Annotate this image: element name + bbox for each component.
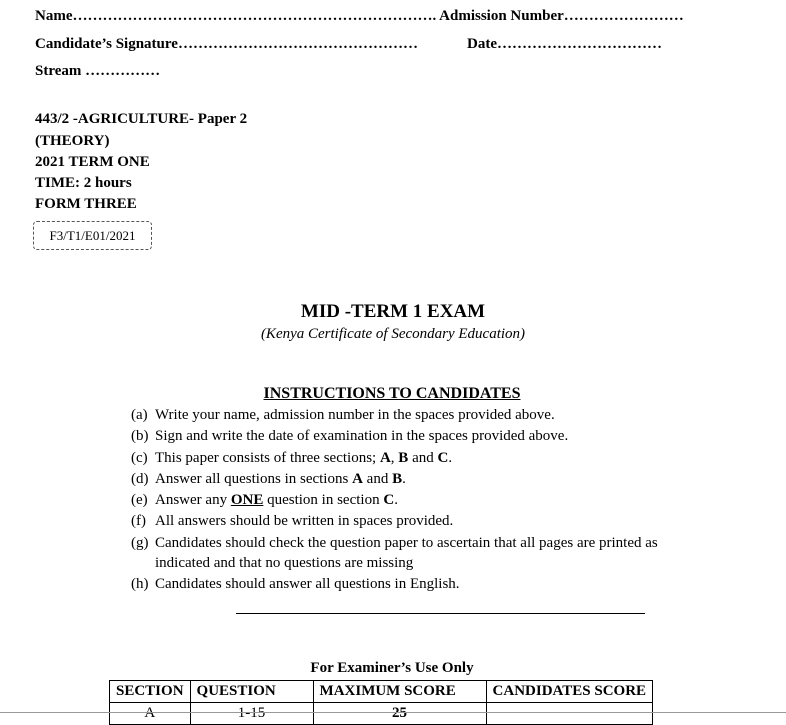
- instruction-sep: and: [362, 471, 393, 487]
- instruction-text: Candidates should answer all questions in English.: [155, 576, 460, 592]
- exam-title: MID -TERM 1 EXAM: [300, 301, 486, 322]
- instruction-text: All answers should be written in spaces provided.: [155, 513, 454, 529]
- instruction-end: .: [394, 492, 398, 508]
- table-cell: 25: [313, 703, 486, 725]
- instruction-sep: ,: [390, 450, 399, 466]
- paper-code: 443/2 -AGRICULTURE- Paper 2: [35, 111, 248, 127]
- table-cell: A: [110, 703, 191, 725]
- instruction-label: (f): [131, 513, 146, 529]
- instruction-label: (a): [131, 407, 148, 423]
- instruction-label: (c): [131, 450, 148, 466]
- instruction-end: .: [402, 471, 406, 487]
- column-header: SECTION: [110, 681, 191, 703]
- instruction-label: (h): [131, 576, 149, 592]
- section-a-ref: A: [379, 450, 391, 466]
- page-edge: [0, 712, 786, 713]
- instruction-label: (b): [131, 428, 149, 444]
- column-header: QUESTION: [190, 681, 313, 703]
- paper-time: TIME: 2 hours: [35, 175, 132, 191]
- instruction-label: (e): [131, 492, 148, 508]
- instruction-end: .: [448, 450, 453, 466]
- column-header: MAXIMUM SCORE: [313, 681, 486, 703]
- instruction-text: Answer all questions in sections: [155, 471, 353, 487]
- instruction-text: Write your name, admission number in the spaces provided above.: [155, 407, 555, 423]
- examiner-score-table: [109, 680, 653, 725]
- table-cell[interactable]: [486, 703, 653, 725]
- instruction-label: (g): [131, 535, 149, 551]
- instruction-item: [131, 407, 555, 424]
- instruction-label: (d): [131, 471, 149, 487]
- instruction-text: This paper consists of three sections;: [155, 450, 380, 466]
- instruction-item: [131, 471, 406, 488]
- instruction-continuation: [131, 555, 413, 572]
- instruction-text: Candidates should check the question paper to ascertain that all pages are printed as: [155, 535, 658, 551]
- stream-field: Stream ……………: [35, 63, 161, 79]
- instruction-text: Answer any: [155, 492, 231, 508]
- exam-subtitle: [0, 326, 786, 343]
- table-header-row: [110, 681, 653, 703]
- instruction-item: [131, 450, 452, 467]
- instruction-item: [131, 428, 568, 445]
- instruction-sep: question in section: [263, 492, 384, 508]
- exam-subtitle-text: (Kenya Certificate of Secondary Education): [260, 326, 526, 342]
- section-b-ref: B: [392, 471, 403, 487]
- instruction-text: Sign and write the date of examination in the spaces provided above.: [155, 428, 569, 444]
- table-cell: 1-15: [190, 703, 313, 725]
- instruction-item: [131, 535, 658, 552]
- one-emphasis: ONE: [230, 492, 264, 508]
- instructions-heading: INSTRUCTIONS TO CANDIDATES: [263, 385, 521, 402]
- instruction-item: [131, 513, 453, 530]
- section-a-ref: A: [352, 471, 363, 487]
- date-field: Date……………………………: [467, 36, 662, 52]
- examiner-heading: For Examiner’s Use Only: [310, 660, 474, 676]
- column-header: CANDIDATES SCORE: [486, 681, 653, 703]
- paper-code-box: F3/T1/E01/2021: [33, 221, 152, 250]
- instruction-text: indicated and that no questions are missing: [155, 555, 414, 571]
- instruction-sep: and: [408, 450, 438, 466]
- instruction-item: [131, 492, 398, 509]
- signature-field: Candidate’s Signature…………………………………………: [35, 36, 418, 52]
- table-row: [110, 703, 653, 725]
- name-admission-field: Name………………………………………………………………. Admission Number……………………: [35, 8, 684, 24]
- section-b-ref: B: [398, 450, 409, 466]
- paper-form: FORM THREE: [35, 196, 137, 212]
- paper-theory: (THEORY): [35, 133, 110, 149]
- paper-term: 2021 TERM ONE: [35, 154, 150, 170]
- section-c-ref: C: [437, 450, 449, 466]
- section-c-ref: C: [383, 492, 395, 508]
- divider: [236, 613, 645, 614]
- instruction-item: [131, 576, 460, 593]
